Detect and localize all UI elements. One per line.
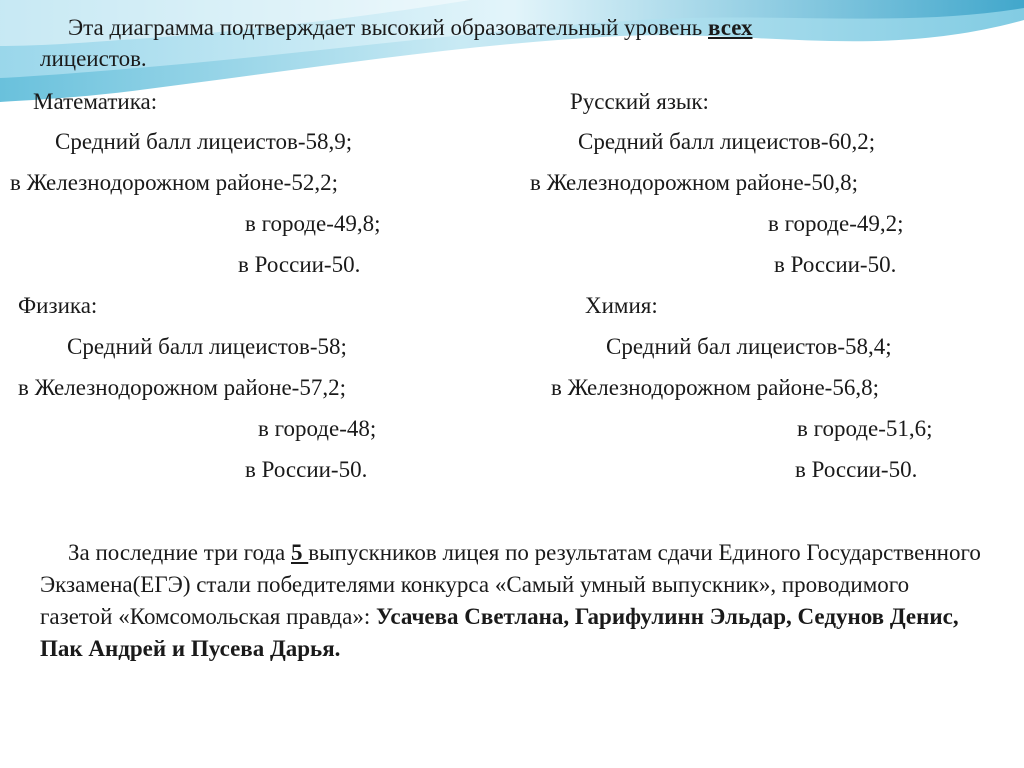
intro-text-end: лицеистов.	[40, 46, 147, 71]
russian-district-score: в Железнодорожном районе-50,8;	[530, 170, 858, 195]
winners-text-start: За последние три года	[68, 540, 291, 565]
winners-count: 5	[290, 540, 309, 565]
intro-text: Эта диаграмма подтверждает высокий образовательный уровень	[68, 15, 709, 40]
chemistry-lyceum-score: Средний бал лицеистов-58,4;	[606, 334, 892, 359]
intro-paragraph	[40, 12, 940, 74]
subject-title-physics: Физика:	[18, 293, 98, 318]
math-district-score: в Железнодорожном районе-52,2;	[10, 170, 338, 195]
physics-russia-score: в России-50.	[245, 457, 368, 482]
chemistry-russia-score: в России-50.	[795, 457, 918, 482]
subject-title-math: Математика:	[33, 89, 158, 114]
physics-lyceum-score: Средний балл лицеистов-58;	[67, 334, 347, 359]
winners-text-body: выпускников лицея по результатам сдачи Единого Государственного Экзамена(ЕГЭ) стали победителями конкурса «Самый умный выпускник», проводимого газетой «Комсомольская правда»:	[40, 540, 981, 629]
winners-names: Усачева Светлана, Гарифулинн Эльдар, Седунов Денис, Пак Андрей и Пусева Дарья.	[40, 604, 959, 661]
subject-title-russian: Русский язык:	[570, 89, 709, 114]
russian-city-score: в городе-49,2;	[768, 211, 904, 236]
physics-district-score: в Железнодорожном районе-57,2;	[18, 375, 346, 400]
math-lyceum-score: Средний балл лицеистов-58,9;	[55, 129, 353, 154]
math-city-score: в городе-49,8;	[245, 211, 381, 236]
chemistry-city-score: в городе-51,6;	[797, 416, 933, 441]
intro-emphasis: всех	[708, 15, 753, 40]
subject-title-chemistry: Химия:	[585, 293, 658, 318]
russian-russia-score: в России-50.	[774, 252, 897, 277]
math-russia-score: в России-50.	[238, 252, 361, 277]
chemistry-district-score: в Железнодорожном районе-56,8;	[551, 375, 879, 400]
physics-city-score: в городе-48;	[258, 416, 377, 441]
russian-lyceum-score: Средний балл лицеистов-60,2;	[578, 129, 876, 154]
winners-paragraph	[40, 537, 985, 665]
